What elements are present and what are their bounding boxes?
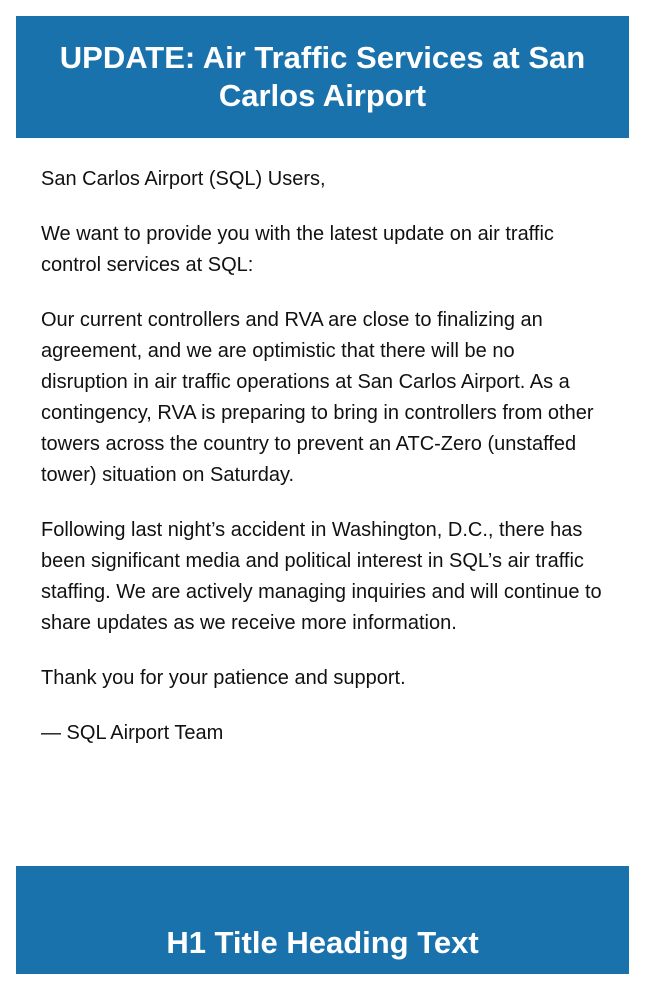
notice-body — [41, 164, 606, 773]
page-title: UPDATE: Air Traffic Services at San Carlos Airport — [59, 40, 586, 113]
media-paragraph: Following last night’s accident in Washington, D.C., there has been significant media and political interest in SQL’s air traffic staffing. We are actively managing inquiries and will continue to share updates as we receive more information. — [41, 519, 602, 634]
footer-banner — [16, 866, 629, 974]
signature-text: — SQL Airport Team — [41, 722, 224, 744]
negotiations-paragraph: Our current controllers and RVA are close to finalizing an agreement, and we are optimistic that there will be no disruption in air traffic operations at San Carlos Airport. As a contingency, RVA is preparing to bring in controllers from other towers across the country to prevent an ATC-Zero (unstaffed tower) situation on Saturday. — [41, 309, 594, 486]
intro-paragraph: We want to provide you with the latest update on air traffic control services at SQL: — [41, 223, 554, 276]
greeting-text: San Carlos Airport (SQL) Users, — [41, 168, 326, 190]
footer-heading: H1 Title Heading Text — [166, 925, 479, 960]
thanks-text: Thank you for your patience and support. — [41, 667, 406, 689]
header-banner — [16, 16, 629, 138]
